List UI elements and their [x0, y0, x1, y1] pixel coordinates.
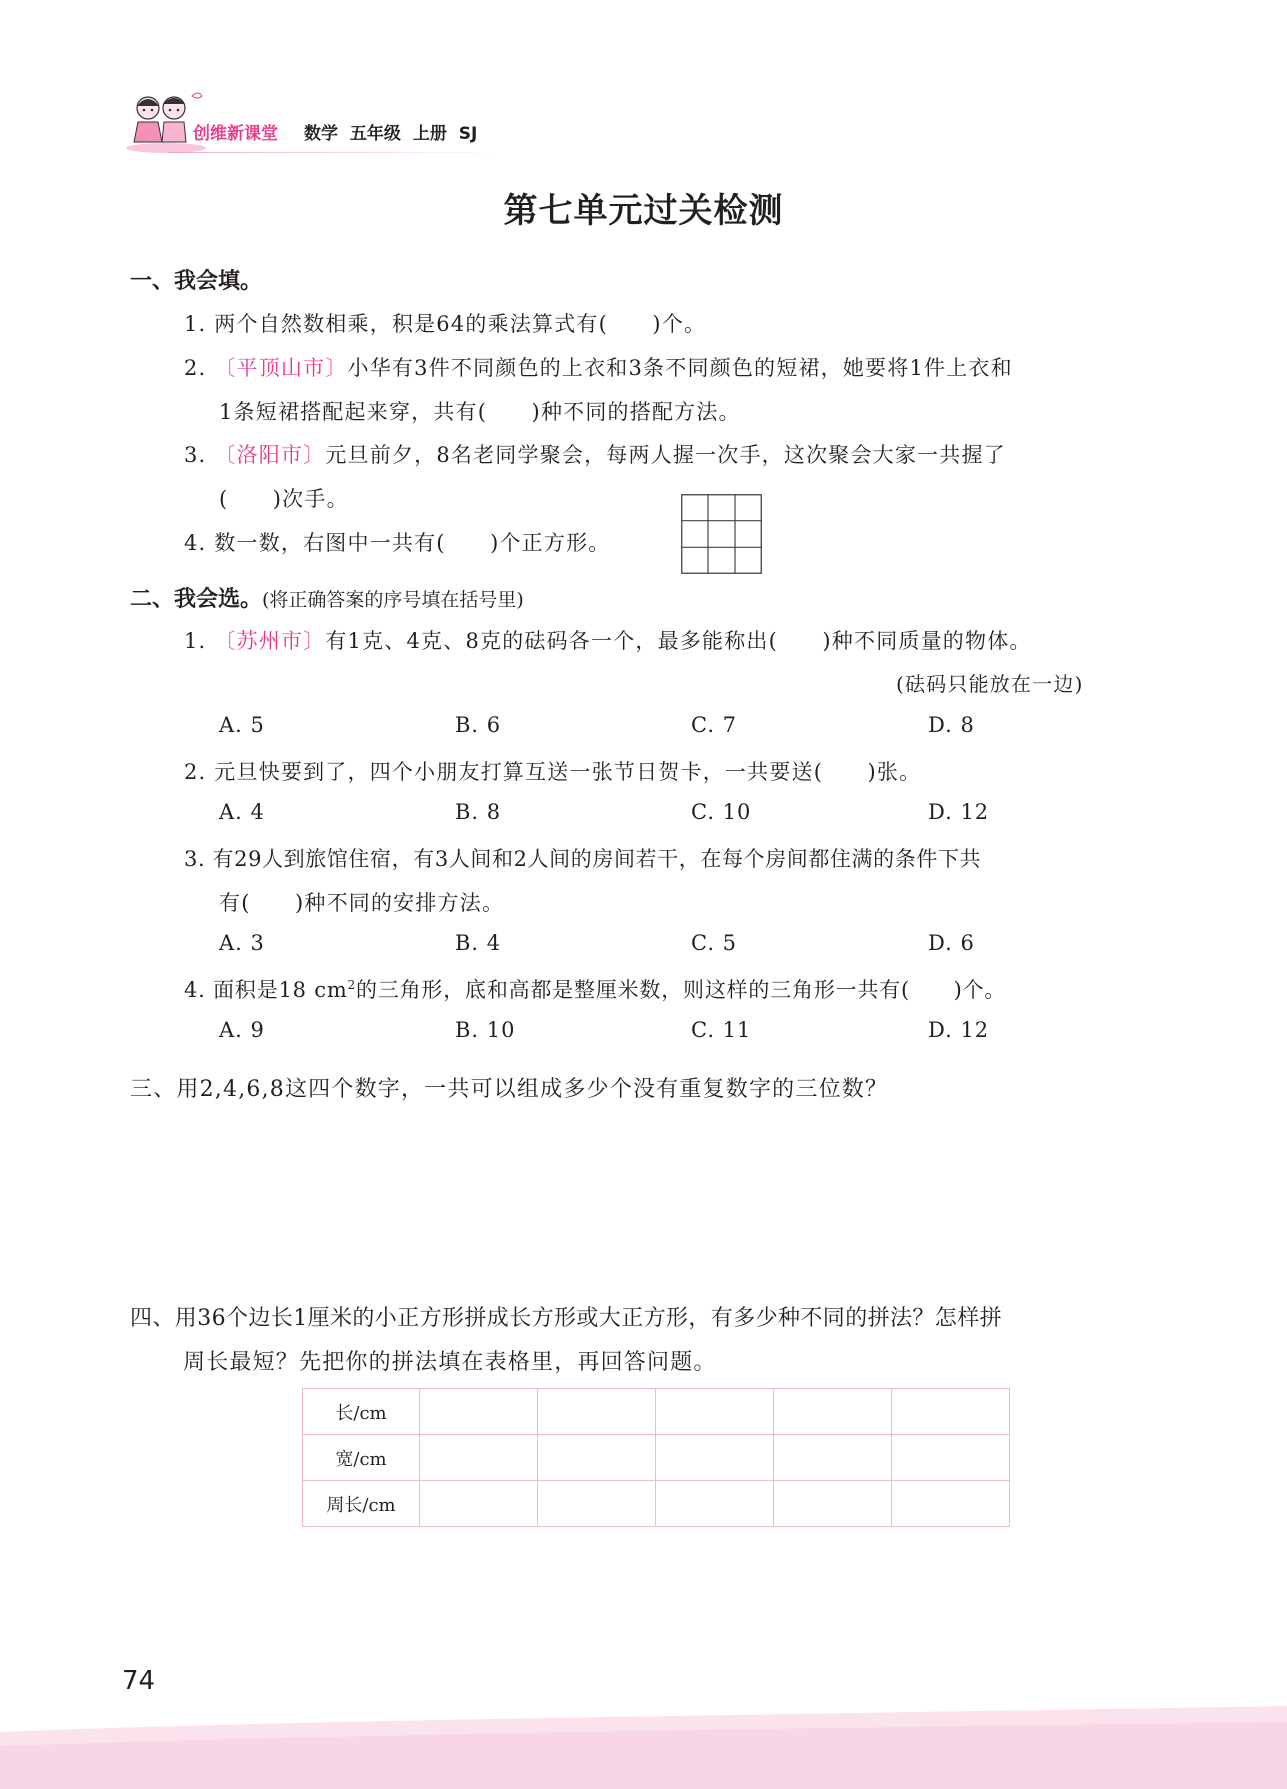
option-a: A. 9	[219, 1018, 265, 1042]
s2-q1-number: 1.	[184, 629, 207, 653]
s2-q1	[184, 625, 1032, 655]
table-cell[interactable]	[774, 1389, 892, 1435]
option-b: B. 4	[455, 931, 502, 955]
s1-q3-line1	[184, 439, 1006, 469]
row-header-length: 长/cm	[303, 1389, 420, 1435]
s2-q3-line1: 3. 有29人到旅馆住宿，有3人间和2人间的房间若干，在每个房间都住满的条件下共	[184, 847, 982, 871]
table-cell[interactable]	[774, 1435, 892, 1481]
header-divider	[168, 152, 508, 153]
region-tag: 〔洛阳市〕	[214, 443, 326, 467]
table-cell[interactable]	[538, 1435, 656, 1481]
option-b: B. 8	[455, 800, 502, 824]
section1-heading: 一、我会填。	[130, 269, 263, 294]
book-info: 数学 五年级 上册 SJ	[304, 124, 478, 144]
s1-q3-line2: ( )次手。	[219, 487, 349, 511]
footer-wave-decoration	[0, 1706, 1287, 1789]
square-grid-figure	[681, 494, 762, 574]
option-a: A. 3	[219, 931, 265, 955]
section2-note: (将正确答案的序号填在括号里)	[262, 589, 524, 611]
table-row	[303, 1435, 1010, 1481]
section2-heading	[130, 582, 524, 613]
section3-question: 三、用2,4,6,8这四个数字，一共可以组成多少个没有重复数字的三位数？	[130, 1077, 889, 1102]
table-cell[interactable]	[892, 1481, 1010, 1527]
s2-q2: 2. 元旦快要到了，四个小朋友打算互送一张节日贺卡，一共要送( )张。	[184, 760, 922, 784]
s1-q2-text: 小华有3件不同颜色的上衣和3条不同颜色的短裙，她要将1件上衣和	[347, 356, 1013, 380]
dimensions-table	[302, 1388, 1010, 1527]
page-number: 74	[122, 1666, 156, 1696]
option-b: B. 6	[455, 713, 502, 737]
s1-q1: 1. 两个自然数相乘，积是64的乘法算式有( )个。	[184, 312, 707, 336]
page-title: 第七单元过关检测	[503, 191, 784, 231]
s1-q2-line1	[184, 352, 1013, 382]
s1-q2-line2: 1条短裙搭配起来穿，共有( )种不同的搭配方法。	[219, 400, 741, 424]
superscript: 2	[347, 978, 357, 992]
s1-q3-text: 元旦前夕，8名老同学聚会，每两人握一次手，这次聚会大家一共握了	[325, 443, 1006, 467]
option-c: C. 11	[691, 1018, 752, 1042]
s2-q4-text-start: 4. 面积是18 cm	[184, 978, 348, 1002]
option-d: D. 6	[928, 931, 975, 955]
table-cell[interactable]	[774, 1481, 892, 1527]
section4-line2: 周长最短？先把你的拼法填在表格里，再回答问题。	[183, 1350, 717, 1375]
table-cell[interactable]	[420, 1435, 538, 1481]
option-c: C. 7	[691, 713, 738, 737]
table-cell[interactable]	[892, 1389, 1010, 1435]
option-b: B. 10	[455, 1018, 516, 1042]
s2-q1-text: 有1克、4克、8克的砝码各一个，最多能称出( )种不同质量的物体。	[325, 629, 1032, 653]
section4-line1: 四、用36个边长1厘米的小正方形拼成长方形或大正方形，有多少种不同的拼法？怎样拼	[130, 1306, 1002, 1331]
s2-q4-text-end: 的三角形，底和高都是整厘米数，则这样的三角形一共有( )个。	[356, 978, 1007, 1002]
option-d: D. 12	[928, 1018, 990, 1042]
table-cell[interactable]	[656, 1389, 774, 1435]
s1-q3-number: 3.	[184, 443, 207, 467]
row-header-perimeter: 周长/cm	[303, 1481, 420, 1527]
table-cell[interactable]	[656, 1481, 774, 1527]
option-c: C. 5	[691, 931, 738, 955]
table-row	[303, 1481, 1010, 1527]
option-d: D. 8	[928, 713, 975, 737]
s2-q4	[184, 974, 1006, 1004]
table-cell[interactable]	[420, 1481, 538, 1527]
option-a: A. 5	[219, 713, 265, 737]
s2-q3-line2: 有( )种不同的安排方法。	[219, 891, 505, 915]
region-tag: 〔苏州市〕	[214, 629, 326, 653]
region-tag: 〔平顶山市〕	[214, 356, 348, 380]
option-a: A. 4	[219, 800, 265, 824]
section2-title: 二、我会选。	[130, 587, 263, 612]
table-cell[interactable]	[420, 1389, 538, 1435]
row-header-width: 宽/cm	[303, 1435, 420, 1481]
s1-q4: 4. 数一数，右图中一共有( )个正方形。	[184, 531, 611, 555]
table-cell[interactable]	[892, 1435, 1010, 1481]
table-cell[interactable]	[538, 1389, 656, 1435]
s1-q2-number: 2.	[184, 356, 207, 380]
brand-name: 创维新课堂	[193, 124, 278, 144]
table-row	[303, 1389, 1010, 1435]
s2-q1-hint: (砝码只能放在一边)	[896, 672, 1084, 696]
option-c: C. 10	[691, 800, 752, 824]
table-cell[interactable]	[656, 1435, 774, 1481]
table-cell[interactable]	[538, 1481, 656, 1527]
option-d: D. 12	[928, 800, 990, 824]
